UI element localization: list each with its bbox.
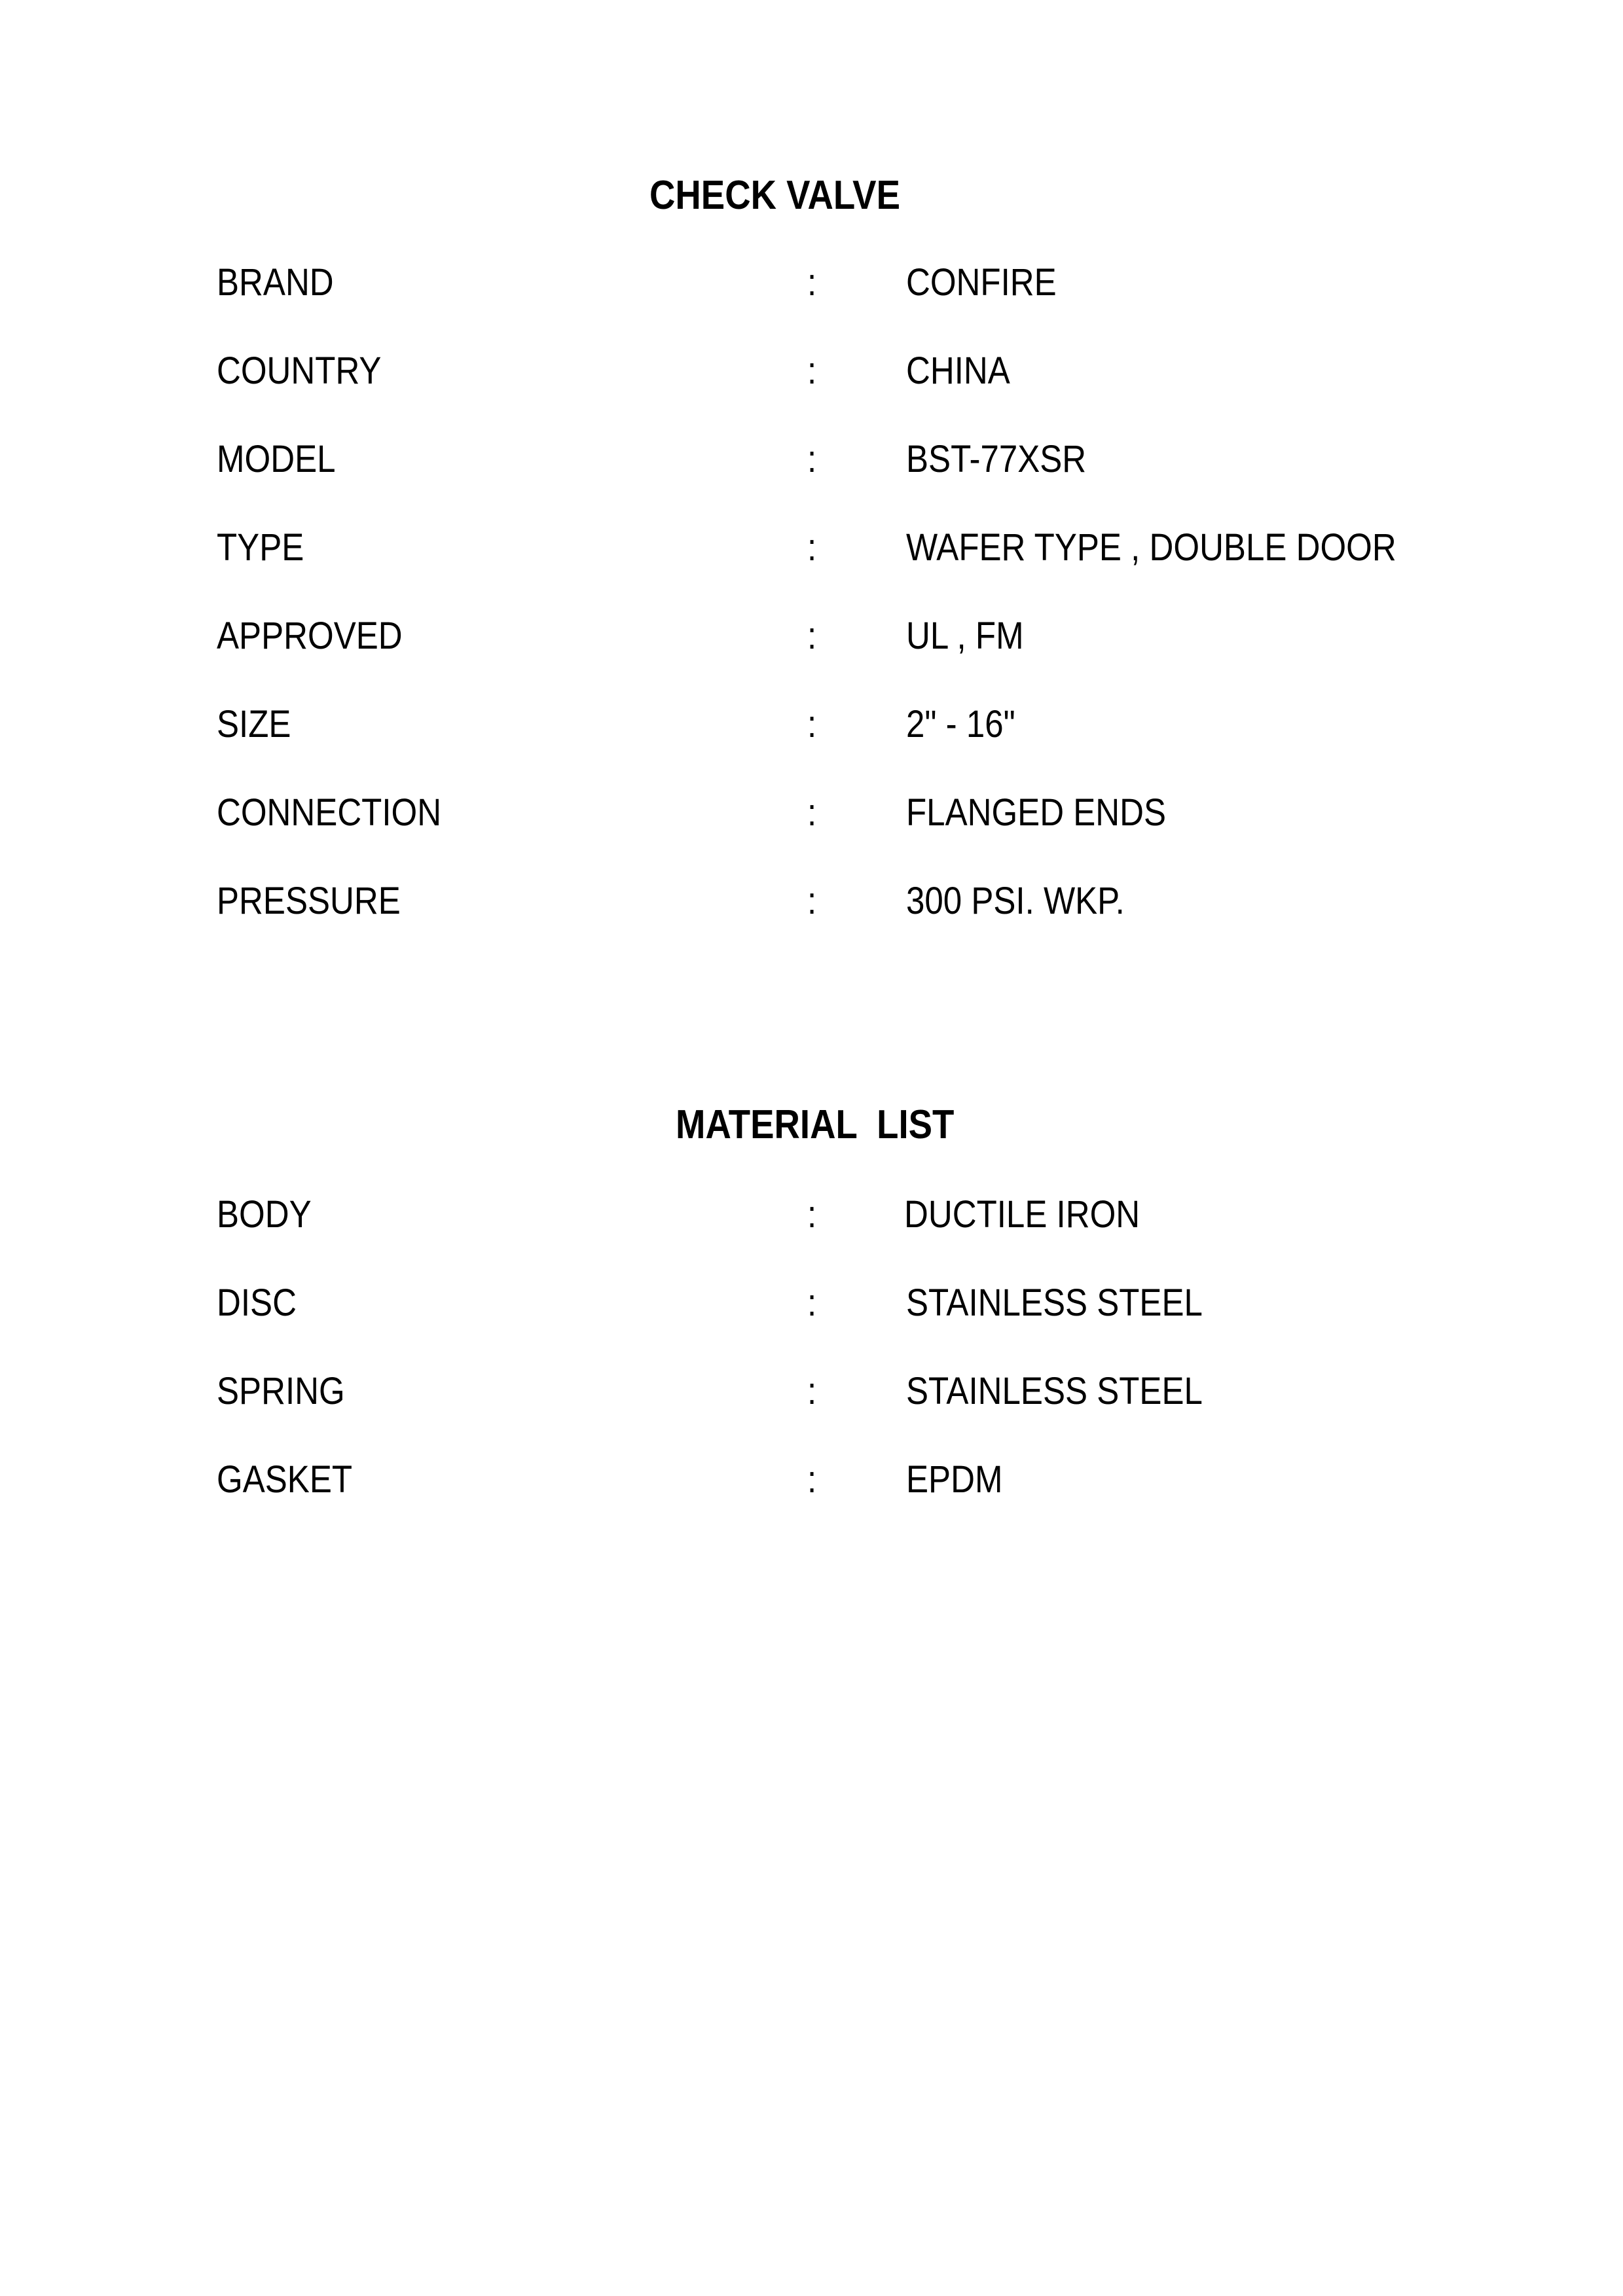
material-value: STAINLESS STEEL <box>906 1370 1203 1412</box>
spec-separator: : <box>807 703 817 745</box>
material-row-body <box>0 1193 1623 1242</box>
spec-row-connection <box>0 791 1623 840</box>
spec-value: UL , FM <box>906 615 1024 657</box>
spec-label: SIZE <box>217 703 291 745</box>
material-row-spring <box>0 1372 1623 1418</box>
spec-separator: : <box>807 438 817 480</box>
spec-row-type <box>0 526 1623 575</box>
spec-row-approved <box>0 617 1623 663</box>
check-valve-title: CHECK VALVE <box>649 173 900 218</box>
spec-label: CONNECTION <box>217 791 442 834</box>
spec-label: TYPE <box>217 526 304 569</box>
spec-separator: : <box>807 350 817 392</box>
spec-row-size <box>0 703 1623 751</box>
spec-label: MODEL <box>217 438 336 480</box>
material-list-title: MATERIAL LIST <box>676 1102 955 1147</box>
spec-row-brand <box>0 261 1623 310</box>
spec-row-model <box>0 440 1623 486</box>
spec-label: BRAND <box>217 261 334 304</box>
material-value: EPDM <box>906 1458 1003 1501</box>
spec-value: BST-77XSR <box>906 438 1087 480</box>
spec-label: PRESSURE <box>217 880 401 922</box>
spec-separator: : <box>807 261 817 304</box>
spec-value: FLANGED ENDS <box>906 791 1167 834</box>
material-row-disc <box>0 1284 1623 1330</box>
material-separator: : <box>807 1370 817 1412</box>
material-label: BODY <box>217 1193 312 1236</box>
spec-separator: : <box>807 791 817 834</box>
spec-value: 300 PSI. WKP. <box>906 880 1125 922</box>
spec-separator: : <box>807 880 817 922</box>
spec-label: APPROVED <box>217 615 403 657</box>
spec-value: 2" - 16" <box>906 703 1015 745</box>
material-label: DISC <box>217 1282 297 1324</box>
material-label: SPRING <box>217 1370 345 1412</box>
material-separator: : <box>807 1193 817 1236</box>
spec-value: CONFIRE <box>906 261 1057 304</box>
material-separator: : <box>807 1282 817 1324</box>
spec-separator: : <box>807 526 817 569</box>
material-value: DUCTILE IRON <box>904 1193 1140 1236</box>
spec-value: WAFER TYPE , DOUBLE DOOR <box>906 526 1396 569</box>
material-label: GASKET <box>217 1458 353 1501</box>
spec-row-country <box>0 352 1623 398</box>
spec-label: COUNTRY <box>217 350 382 392</box>
material-separator: : <box>807 1458 817 1501</box>
spec-value: CHINA <box>906 350 1010 392</box>
material-value: STAINLESS STEEL <box>906 1282 1203 1324</box>
spec-separator: : <box>807 615 817 657</box>
spec-row-pressure <box>0 882 1623 928</box>
material-row-gasket <box>0 1458 1623 1507</box>
